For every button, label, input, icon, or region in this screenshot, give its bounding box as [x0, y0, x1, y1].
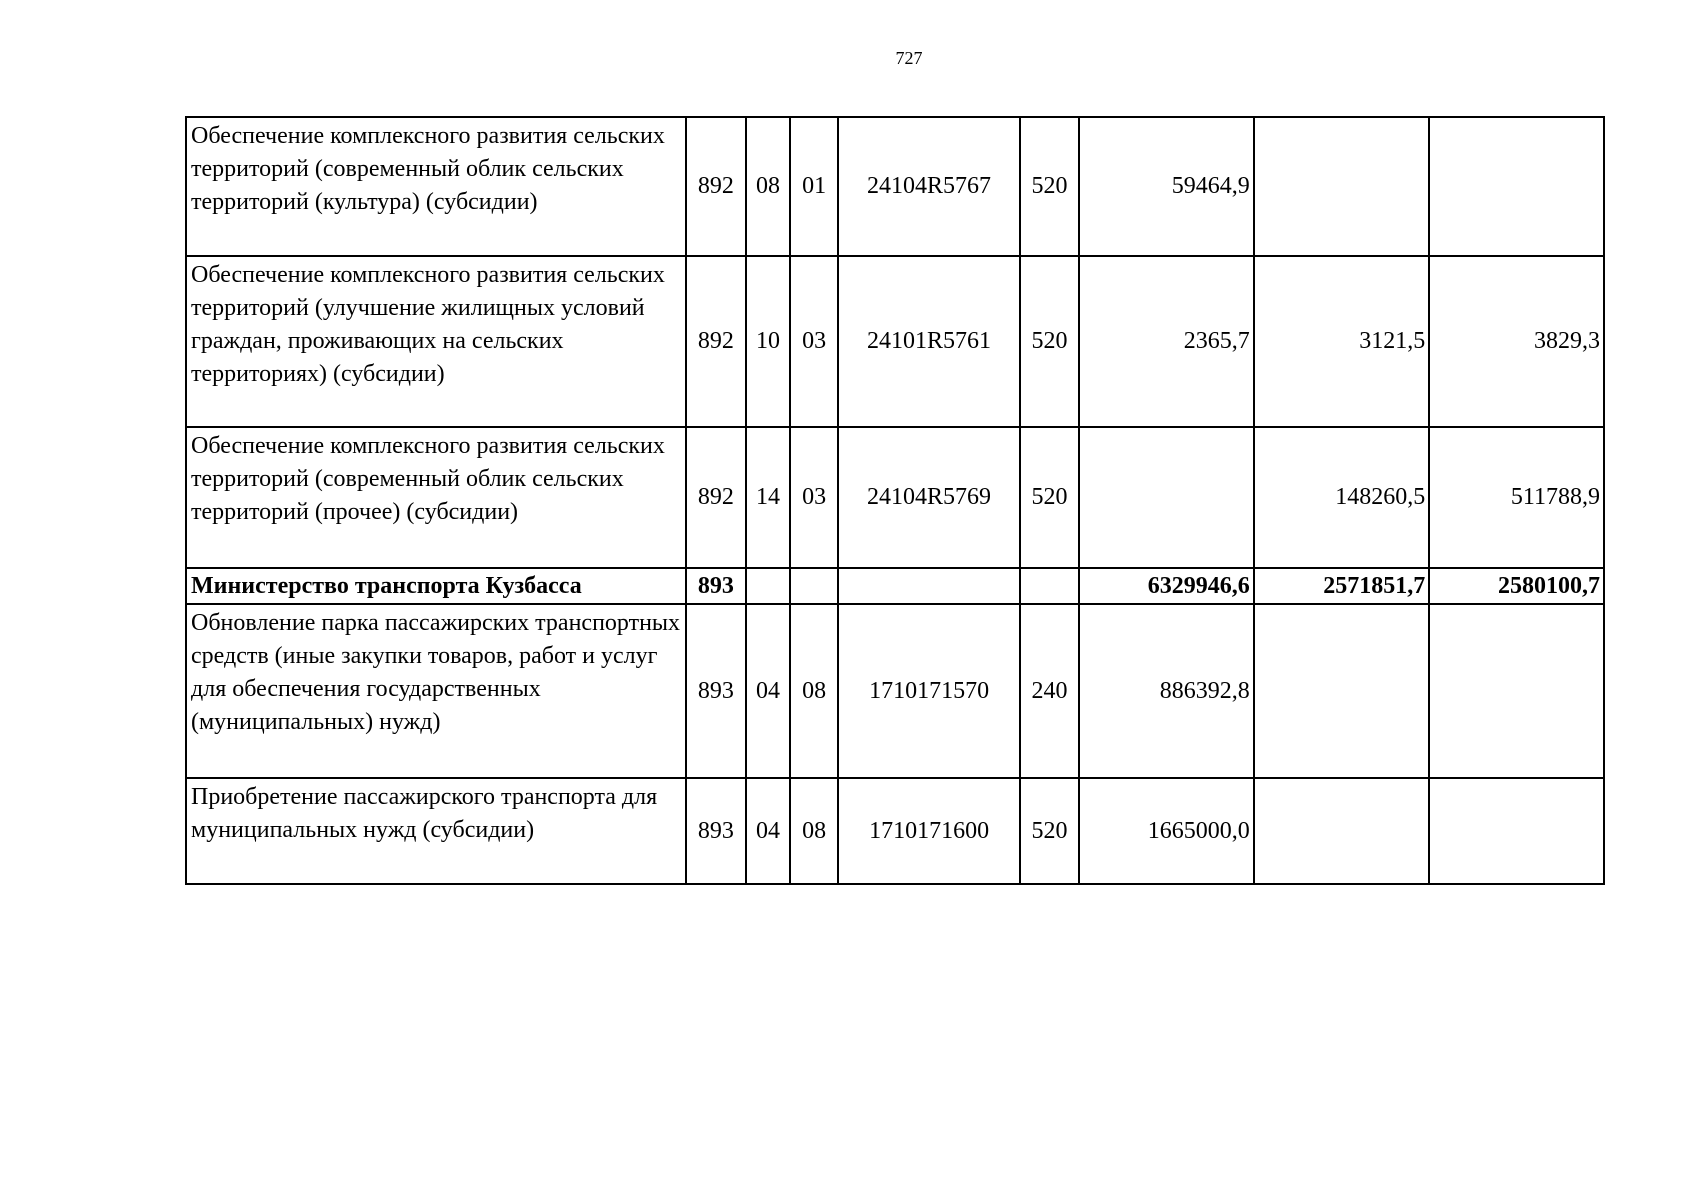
table-row [186, 256, 1604, 427]
subsection-code: 01 [790, 117, 838, 256]
expense-type: 520 [1020, 778, 1079, 884]
sum-year-1: 1665000,0 [1079, 778, 1254, 884]
ministry-code: 893 [686, 604, 746, 778]
expense-type [1020, 568, 1079, 604]
sum-year-3: 3829,3 [1429, 256, 1604, 427]
sum-year-2 [1254, 604, 1430, 778]
row-name: Обновление парка пассажирских транспортных средств (иные закупки товаров, работ и услуг для обеспечения государственных (муниципальных) нужд) [186, 604, 686, 778]
row-name: Обеспечение комплексного развития сельских территорий (современный облик сельских территорий (прочее) (субсидии) [186, 427, 686, 568]
row-name: Приобретение пассажирского транспорта для муниципальных нужд (субсидии) [186, 778, 686, 884]
table-row [186, 117, 1604, 256]
expense-type: 520 [1020, 117, 1079, 256]
table-row [186, 604, 1604, 778]
subsection-code [790, 568, 838, 604]
expense-type: 520 [1020, 427, 1079, 568]
sum-year-3 [1429, 604, 1604, 778]
sum-year-3: 2580100,7 [1429, 568, 1604, 604]
sum-year-2 [1254, 117, 1430, 256]
ministry-code: 892 [686, 117, 746, 256]
target-article: 1710171600 [838, 778, 1020, 884]
subsection-code: 08 [790, 604, 838, 778]
table-row [186, 778, 1604, 884]
sum-year-2: 2571851,7 [1254, 568, 1430, 604]
target-article: 24104R5767 [838, 117, 1020, 256]
table-row [186, 427, 1604, 568]
subsection-code: 08 [790, 778, 838, 884]
sum-year-2: 3121,5 [1254, 256, 1430, 427]
sum-year-1: 886392,8 [1079, 604, 1254, 778]
budget-table [185, 116, 1605, 885]
ministry-code: 892 [686, 427, 746, 568]
sum-year-3 [1429, 778, 1604, 884]
section-code: 08 [746, 117, 790, 256]
section-code: 10 [746, 256, 790, 427]
sum-year-3 [1429, 117, 1604, 256]
sum-year-1 [1079, 427, 1254, 568]
sum-year-1: 2365,7 [1079, 256, 1254, 427]
ministry-code: 892 [686, 256, 746, 427]
sum-year-3: 511788,9 [1429, 427, 1604, 568]
subsection-code: 03 [790, 427, 838, 568]
row-name: Обеспечение комплексного развития сельских территорий (современный облик сельских территорий (культура) (субсидии) [186, 117, 686, 256]
ministry-code: 893 [686, 778, 746, 884]
row-name: Министерство транспорта Кузбасса [186, 568, 686, 604]
section-code: 14 [746, 427, 790, 568]
section-code: 04 [746, 778, 790, 884]
expense-type: 520 [1020, 256, 1079, 427]
sum-year-2 [1254, 778, 1430, 884]
section-code [746, 568, 790, 604]
row-name: Обеспечение комплексного развития сельских территорий (улучшение жилищных условий граждан, проживающих на сельских территориях) (субсидии) [186, 256, 686, 427]
expense-type: 240 [1020, 604, 1079, 778]
sum-year-1: 59464,9 [1079, 117, 1254, 256]
target-article: 24104R5769 [838, 427, 1020, 568]
target-article: 24101R5761 [838, 256, 1020, 427]
table-row-ministry-total [186, 568, 1604, 604]
section-code: 04 [746, 604, 790, 778]
page-number: 727 [895, 48, 923, 68]
target-article [838, 568, 1020, 604]
target-article: 1710171570 [838, 604, 1020, 778]
subsection-code: 03 [790, 256, 838, 427]
sum-year-2: 148260,5 [1254, 427, 1430, 568]
ministry-code: 893 [686, 568, 746, 604]
sum-year-1: 6329946,6 [1079, 568, 1254, 604]
